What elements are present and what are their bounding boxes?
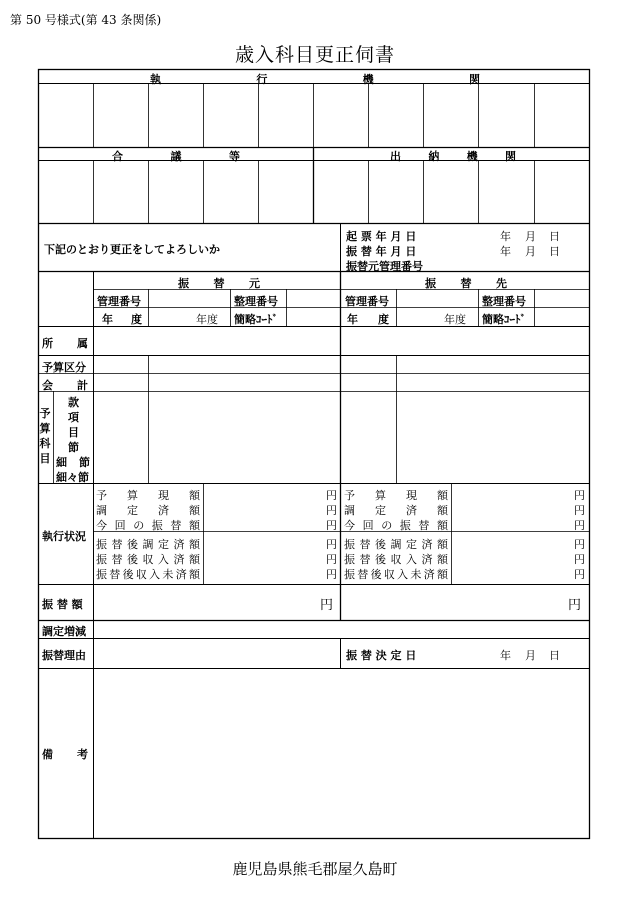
status-char: 入 bbox=[406, 553, 417, 566]
status-char: 額 bbox=[437, 504, 448, 517]
status-char: 替 bbox=[359, 538, 371, 551]
year-char: 年 bbox=[102, 313, 113, 326]
yen-unit: 円 bbox=[574, 568, 585, 581]
budget-category-label: 予算区分 bbox=[42, 361, 86, 374]
remarks-char: 備 bbox=[42, 748, 53, 761]
treasurer-char: 納 bbox=[428, 150, 440, 163]
treasurer-char: 出 bbox=[390, 150, 401, 163]
yen-unit: 円 bbox=[326, 489, 337, 502]
after-received-label bbox=[96, 551, 200, 567]
status-char: 入 bbox=[397, 568, 409, 581]
transfer-day-unit: 日 bbox=[549, 245, 560, 258]
status-char: 額 bbox=[437, 538, 448, 551]
source-mgmt-no: 管理番号 bbox=[97, 295, 141, 308]
this-transfer-label bbox=[96, 517, 200, 533]
execution-status-label: 執行状況 bbox=[42, 530, 86, 543]
status-char: 調 bbox=[96, 504, 107, 517]
this-transfer-label bbox=[344, 517, 448, 533]
status-char: 替 bbox=[357, 568, 369, 581]
status-char: 済 bbox=[158, 504, 169, 517]
status-char: 今 bbox=[344, 519, 355, 532]
source-header bbox=[178, 275, 260, 291]
council-header bbox=[112, 148, 240, 164]
treasurer-char: 関 bbox=[504, 150, 516, 163]
account-label bbox=[42, 377, 88, 393]
executive-char: 関 bbox=[468, 73, 480, 86]
budget-current-label bbox=[344, 487, 448, 503]
status-char: 額 bbox=[436, 568, 448, 581]
budget-current-label bbox=[96, 487, 200, 503]
status-char: 額 bbox=[189, 489, 200, 502]
status-char: 額 bbox=[188, 568, 200, 581]
status-char: 振 bbox=[96, 568, 107, 581]
account-char: 会 bbox=[42, 379, 53, 392]
budget-level-kou: 項 bbox=[68, 411, 79, 424]
status-char: 調 bbox=[390, 538, 402, 551]
yen-unit: 円 bbox=[326, 538, 337, 551]
status-char: 振 bbox=[399, 519, 411, 532]
transfer-amount-label: 振 替 額 bbox=[42, 598, 83, 611]
source-ref-no: 整理番号 bbox=[234, 295, 278, 308]
affiliation-char: 属 bbox=[77, 337, 88, 350]
municipality-name: 鹿児島県熊毛郡屋久島町 bbox=[232, 860, 398, 878]
status-char: 回 bbox=[362, 519, 374, 532]
status-char: 収 bbox=[390, 553, 402, 566]
year-char: 年 bbox=[347, 313, 358, 326]
status-char: 後 bbox=[127, 553, 138, 566]
budget-level-kan: 款 bbox=[68, 396, 79, 409]
status-char: 振 bbox=[344, 538, 355, 551]
status-char: 後 bbox=[375, 538, 386, 551]
status-char: 額 bbox=[189, 538, 200, 551]
executive-char: 行 bbox=[256, 73, 268, 86]
source-mgmt-no-label: 振替元管理番号 bbox=[346, 260, 423, 273]
status-char: 後 bbox=[127, 538, 138, 551]
status-char: 済 bbox=[421, 538, 433, 551]
source-year-unit: 年度 bbox=[196, 313, 218, 326]
dest-short-code: 簡略ｺｰﾄﾞ bbox=[482, 313, 526, 326]
executive-char: 機 bbox=[362, 73, 374, 86]
status-char: 未 bbox=[410, 568, 422, 581]
status-char: 振 bbox=[151, 519, 163, 532]
draft-date-label: 起 票 年 月 日 bbox=[346, 230, 417, 243]
decision-month-unit: 月 bbox=[525, 649, 536, 662]
status-char: 回 bbox=[114, 519, 126, 532]
source-char: 替 bbox=[213, 277, 225, 290]
assessed-label bbox=[96, 502, 200, 518]
status-char: の bbox=[381, 519, 393, 532]
status-char: 替 bbox=[359, 553, 371, 566]
yen-unit: 円 bbox=[326, 519, 337, 532]
treasurer-header bbox=[390, 148, 516, 164]
yen-unit: 円 bbox=[326, 553, 337, 566]
budget-level-saisetsu bbox=[56, 454, 90, 470]
transfer-amount-yen-left: 円 bbox=[320, 598, 334, 613]
dest-ref-no: 整理番号 bbox=[482, 295, 526, 308]
treasurer-char: 機 bbox=[466, 150, 478, 163]
yen-unit: 円 bbox=[574, 538, 585, 551]
status-char: 調 bbox=[142, 538, 154, 551]
yen-unit: 円 bbox=[326, 504, 337, 517]
status-char: 算 bbox=[127, 489, 138, 502]
status-char: 済 bbox=[175, 568, 187, 581]
yen-unit: 円 bbox=[574, 519, 585, 532]
status-char: 定 bbox=[375, 504, 386, 517]
status-char: 現 bbox=[158, 489, 169, 502]
status-char: 収 bbox=[142, 553, 154, 566]
status-char: 未 bbox=[162, 568, 174, 581]
year-char: 度 bbox=[378, 313, 389, 326]
yen-unit: 円 bbox=[574, 489, 585, 502]
yen-unit: 円 bbox=[574, 553, 585, 566]
source-char: 元 bbox=[249, 277, 260, 290]
status-char: 済 bbox=[173, 538, 185, 551]
status-char: 額 bbox=[436, 519, 448, 532]
council-char: 合 bbox=[112, 150, 123, 163]
budget-item-char: 予 bbox=[39, 407, 51, 420]
dest-char: 替 bbox=[460, 277, 472, 290]
affiliation-char: 所 bbox=[42, 337, 53, 350]
status-char: 替 bbox=[111, 538, 123, 551]
source-short-code: 簡略ｺｰﾄﾞ bbox=[234, 313, 278, 326]
after-unreceived-label bbox=[344, 566, 448, 582]
status-char: 予 bbox=[344, 489, 355, 502]
budget-item-char: 算 bbox=[39, 422, 51, 435]
budget-item-char: 科 bbox=[39, 437, 51, 450]
status-char: 額 bbox=[189, 553, 200, 566]
draft-month-unit: 月 bbox=[525, 230, 536, 243]
after-unreceived-label bbox=[96, 566, 200, 582]
remarks-char: 考 bbox=[77, 748, 88, 761]
status-char: 替 bbox=[418, 519, 430, 532]
status-char: 今 bbox=[96, 519, 107, 532]
budget-level-setsu: 節 bbox=[68, 441, 79, 454]
council-char: 議 bbox=[170, 150, 182, 163]
status-char: 定 bbox=[406, 538, 417, 551]
status-char: 後 bbox=[370, 568, 382, 581]
status-char: 入 bbox=[158, 553, 169, 566]
executive-header bbox=[150, 71, 480, 87]
budget-level-moku: 目 bbox=[68, 426, 79, 439]
affiliation-label bbox=[42, 335, 88, 351]
status-char: 振 bbox=[344, 568, 355, 581]
status-char: 済 bbox=[406, 504, 417, 517]
status-char: 調 bbox=[344, 504, 355, 517]
status-char: 予 bbox=[96, 489, 107, 502]
yen-unit: 円 bbox=[574, 504, 585, 517]
executive-char: 執 bbox=[150, 73, 161, 86]
transfer-date-label: 振 替 年 月 日 bbox=[346, 245, 417, 258]
status-char: の bbox=[133, 519, 145, 532]
form-number: 第 50 号様式(第 43 条関係) bbox=[10, 13, 162, 27]
status-char: 収 bbox=[135, 568, 147, 581]
status-char: 入 bbox=[149, 568, 161, 581]
status-char: 替 bbox=[109, 568, 121, 581]
budget-item-char: 目 bbox=[39, 452, 51, 465]
document-title: 歳入科目更正伺書 bbox=[234, 44, 395, 66]
source-fiscal-year-label bbox=[102, 311, 142, 327]
assessed-label bbox=[344, 502, 448, 518]
dest-header bbox=[425, 275, 507, 291]
council-char: 等 bbox=[229, 150, 240, 163]
saisetsu-char: 細 bbox=[56, 456, 67, 469]
after-assessed-label bbox=[96, 536, 200, 552]
status-char: 額 bbox=[437, 553, 448, 566]
status-char: 済 bbox=[173, 553, 185, 566]
status-char: 替 bbox=[111, 553, 123, 566]
dest-year-unit: 年度 bbox=[444, 313, 466, 326]
budget-item-label bbox=[39, 406, 51, 466]
status-char: 算 bbox=[375, 489, 386, 502]
draft-day-unit: 日 bbox=[549, 230, 560, 243]
request-text: 下記のとおり更正をしてよろしいか bbox=[44, 243, 220, 256]
status-char: 後 bbox=[122, 568, 134, 581]
status-char: 定 bbox=[127, 504, 138, 517]
transfer-amount-yen-right: 円 bbox=[568, 598, 582, 613]
draft-year-unit: 年 bbox=[500, 230, 511, 243]
remarks-label bbox=[42, 746, 88, 762]
after-assessed-label bbox=[344, 536, 448, 552]
account-char: 計 bbox=[77, 379, 88, 392]
dest-char: 先 bbox=[496, 277, 507, 290]
yen-unit: 円 bbox=[326, 568, 337, 581]
transfer-reason-label: 振替理由 bbox=[42, 649, 86, 662]
status-char: 済 bbox=[423, 568, 435, 581]
transfer-month-unit: 月 bbox=[525, 245, 536, 258]
status-char: 額 bbox=[188, 519, 200, 532]
status-char: 収 bbox=[383, 568, 395, 581]
decision-date-label: 振 替 決 定 日 bbox=[346, 649, 417, 662]
decision-year-unit: 年 bbox=[500, 649, 511, 662]
adjustment-label: 調定増減 bbox=[42, 625, 86, 638]
status-char: 替 bbox=[170, 519, 182, 532]
status-char: 振 bbox=[96, 538, 107, 551]
dest-mgmt-no: 管理番号 bbox=[345, 295, 389, 308]
transfer-year-unit: 年 bbox=[500, 245, 511, 258]
budget-level-saisaisetsu: 細々節 bbox=[56, 471, 89, 484]
after-received-label bbox=[344, 551, 448, 567]
status-char: 後 bbox=[375, 553, 386, 566]
source-char: 振 bbox=[178, 277, 189, 290]
saisetsu-char: 節 bbox=[79, 456, 90, 469]
decision-day-unit: 日 bbox=[549, 649, 560, 662]
status-char: 額 bbox=[189, 504, 200, 517]
dest-fiscal-year-label bbox=[347, 311, 389, 327]
status-char: 済 bbox=[421, 553, 433, 566]
year-char: 度 bbox=[131, 313, 142, 326]
status-char: 振 bbox=[344, 553, 355, 566]
status-char: 額 bbox=[437, 489, 448, 502]
status-char: 振 bbox=[96, 553, 107, 566]
dest-char: 振 bbox=[425, 277, 436, 290]
status-char: 現 bbox=[406, 489, 417, 502]
status-char: 定 bbox=[158, 538, 169, 551]
